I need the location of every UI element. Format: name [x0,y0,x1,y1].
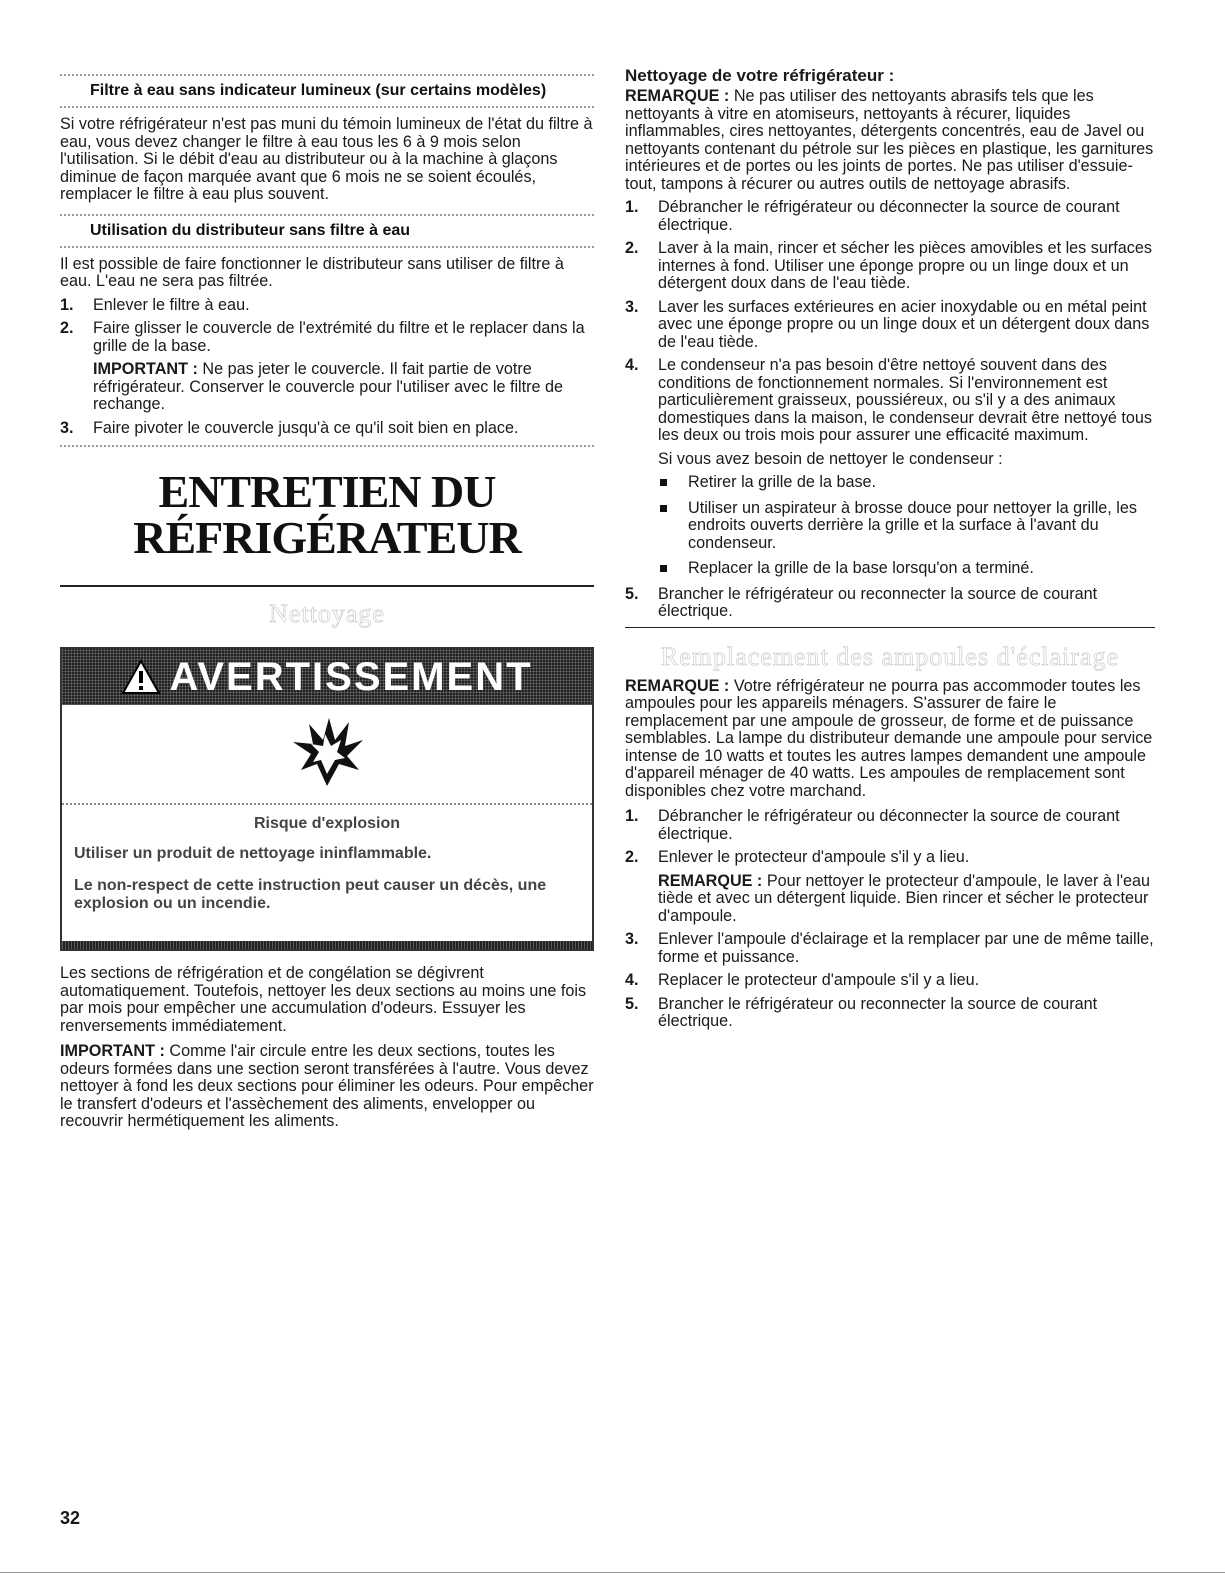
list-item [625,199,1155,234]
list-item [625,808,1155,843]
step-text: Enlever le protecteur d'ampoule s'il y a lieu. [658,848,970,866]
step-text: Laver les surfaces extérieures en acier inoxydable ou en métal peint avec une éponge propre ou un linge doux et un détergent doux dans de l'eau tiède. [658,297,1150,351]
note-label: REMARQUE : [658,871,763,890]
step-text: Enlever l'ampoule d'éclairage et la remplacer par une de même taille, forme et puissance. [658,930,1154,966]
warning-box [60,647,594,951]
chapter-title-line1: ENTRETIEN DU [158,466,496,517]
step-number: 3. [625,297,639,316]
list-item [60,320,594,414]
note-text: Votre réfrigérateur ne pourra pas accommoder toutes les ampoules pour les appareils ménagers. S'assurer de faire le remplacement par une ampoule de grosseur, de forme et de puissance semblables. La lampe du distributeur demande une ampoule pour service intense de 10 watts et toutes les autres lampes demandent une ampoule d'appareil ménager de 40 watts. Les ampoules de remplacement sont disponibles chez votre marchand. [625,676,1153,800]
warning-title: Risque d'explosion [253,815,401,832]
cleaning-steps [625,199,1155,621]
explosion-area [62,705,592,805]
step-number: 4. [625,971,639,989]
right-column [625,66,1155,1037]
step-note [93,361,594,414]
dispenser-paragraph: Il est possible de faire fonctionner le distributeur sans utiliser de filtre à eau. L'eau ne sera pas filtrée. [60,254,564,290]
section-title-cleaning: Nettoyage [269,599,385,628]
divider [60,585,594,587]
divider [60,445,594,447]
condenser-bullets [658,474,1155,578]
divider [60,246,594,248]
warning-line-2: Le non-respect de cette instruction peut causer un décès, une explosion ou un incendie. [74,877,547,912]
bullet-text: Replacer la grille de la base lorsqu'on a terminé. [688,559,1034,577]
step-number: 1. [60,295,74,314]
step-number: 5. [625,994,639,1013]
warning-banner [62,649,592,705]
page-number: 32 [60,1508,81,1528]
divider [625,627,1155,628]
list-item [658,560,1155,578]
step-note: Si vous avez besoin de nettoyer le condenseur : [658,449,1003,468]
list-item [658,500,1155,553]
chapter-title-line2: RÉFRIGÉRATEUR [133,512,521,563]
note-text: Ne pas jeter le couvercle. Il fait partie de votre réfrigérateur. Conserver le couvercle pour l'utiliser avec le filtre de rechange. [93,360,564,413]
note-label: IMPORTANT : [93,360,198,378]
step-number: 1. [625,807,639,825]
step-text: Brancher le réfrigérateur ou reconnecter la source de courant électrique. [658,584,1098,620]
step-text: Débrancher le réfrigérateur ou déconnecter la source de courant électrique. [658,198,1120,234]
note-label: REMARQUE : [625,87,730,105]
step-number: 1. [625,198,639,216]
cleaning-heading: Nettoyage de votre réfrigérateur : [625,66,895,85]
note-text: Pour nettoyer le protecteur d'ampoule, le laver à l'eau tiède et avec un détergent liquide. Bien rincer et sécher le protecteur d'ampoule. [658,871,1151,925]
step-text: Enlever le filtre à eau. [93,295,250,314]
bullet-icon [660,565,667,572]
note-text: Comme l'air circule entre les deux sections, toutes les odeurs formées dans une section seront transférées à l'autre. Vous devez nettoyer à fond les deux sections pour éliminer les odeurs. Pour empêcher le transfert d'odeurs et l'assèchement des aliments, envelopper ou recouvrir hermétiquement les aliments. [60,1042,594,1130]
step-number: 3. [60,418,74,437]
step-number: 2. [625,848,639,866]
list-item [658,474,1155,492]
step-text: Brancher le réfrigérateur ou reconnecter la source de courant électrique. [658,994,1098,1030]
chapter-title [60,466,594,563]
bulbs-steps [625,808,1155,1031]
step-number: 5. [625,584,639,603]
step-number: 4. [625,356,639,374]
note-text: Ne pas utiliser des nettoyants abrasifs tels que les nettoyants à vitre en atomiseurs, nettoyants à récurer, liquides inflammables, cires nettoyantes, détergents concentrés, eau de Javel ou nettoyants contenant du pétrole sur les pièces en plastique, les garnitures intérieures et de portes ou les joints de portes. Ne pas utiliser d'essuie-tout, tampons à récurer ou autres outils de nettoyage abrasifs. [625,87,1154,193]
bullet-text: Retirer la grille de la base. [688,473,877,491]
note-label: IMPORTANT : [60,1042,165,1060]
list-item [625,931,1155,966]
defrost-paragraph: Les sections de réfrigération et de congélation se dégivrent automatiquement. Toutefois, nettoyer les deux sections au moins une fois par mois pour empêcher une accumulation d'odeurs. Essuyer les renversements immédiatement. [60,964,587,1035]
step-text: Faire glisser le couvercle de l'extrémité du filtre et le replacer dans la grille de la base. [93,319,585,355]
cleaning-note [625,88,1155,193]
left-column [60,66,594,1137]
dispenser-steps [60,297,594,438]
bullet-text: Utiliser un aspirateur à brosse douce pour nettoyer la grille, les endroits ouverts derrière la grille et la surface à l'avant du condenseur. [688,498,1137,552]
step-number: 2. [625,239,639,257]
step-text: Débrancher le réfrigérateur ou déconnecter la source de courant électrique. [658,807,1120,843]
section-heading-filter: Filtre à eau sans indicateur lumineux (sur certains modèles) [90,82,547,99]
warning-triangle-icon [121,659,161,695]
warning-text [62,805,592,941]
footer-divider [0,1572,1225,1573]
warning-line-1: Utiliser un produit de nettoyage ininflammable. [74,845,432,862]
step-text: Laver à la main, rincer et sécher les pièces amovibles et les surfaces internes à fond. Utiliser une éponge propre ou un linge doux et un détergent doux dans de l'eau tiède. [658,239,1152,292]
note-label: REMARQUE : [625,676,730,695]
warning-banner-text: AVERTISSEMENT [169,654,533,699]
list-item [625,586,1155,621]
list-item [625,299,1155,352]
step-text: Replacer le protecteur d'ampoule s'il y a lieu. [658,971,980,989]
list-item [625,972,1155,990]
divider [60,106,594,108]
warning-bottom-bar [62,941,592,949]
explosion-icon [287,714,367,794]
list-item [60,420,594,438]
step-note [658,873,1155,926]
step-number: 3. [625,930,639,948]
section-heading-dispenser: Utilisation du distributeur sans filtre à eau [90,221,411,239]
list-item [625,240,1155,293]
list-item [60,297,594,315]
list-item [625,357,1155,578]
list-item [625,996,1155,1031]
section-title-bulbs: Remplacement des ampoules d'éclairage [660,641,1120,671]
bullet-icon [660,479,667,486]
step-number: 2. [60,319,74,337]
step-text: Faire pivoter le couvercle jusqu'à ce qu'il soit bien en place. [93,418,519,437]
filter-paragraph: Si votre réfrigérateur n'est pas muni du témoin lumineux de l'état du filtre à eau, vous devez changer le filtre à eau tous les 6 à 9 mois selon l'utilisation. Si le débit d'eau au distributeur ou à la machine à glaçons diminue de façon marquée avant que 6 mois ne se soient écoulés, remplacer le filtre à eau plus souvent. [60,115,593,203]
step-text: Le condenseur n'a pas besoin d'être nettoyé souvent dans des conditions de fonctionnement normales. Si l'environnement est particulièrement graisseux, poussiéreux, ou s'il y a des animaux domestiques dans la maison, le condenseur devrait être nettoyé tous les deux ou trois mois pour assurer une efficacité maximum. [658,356,1153,444]
important-paragraph [60,1043,594,1131]
list-item [625,849,1155,925]
bulbs-note [625,678,1155,801]
bullet-icon [660,505,667,512]
